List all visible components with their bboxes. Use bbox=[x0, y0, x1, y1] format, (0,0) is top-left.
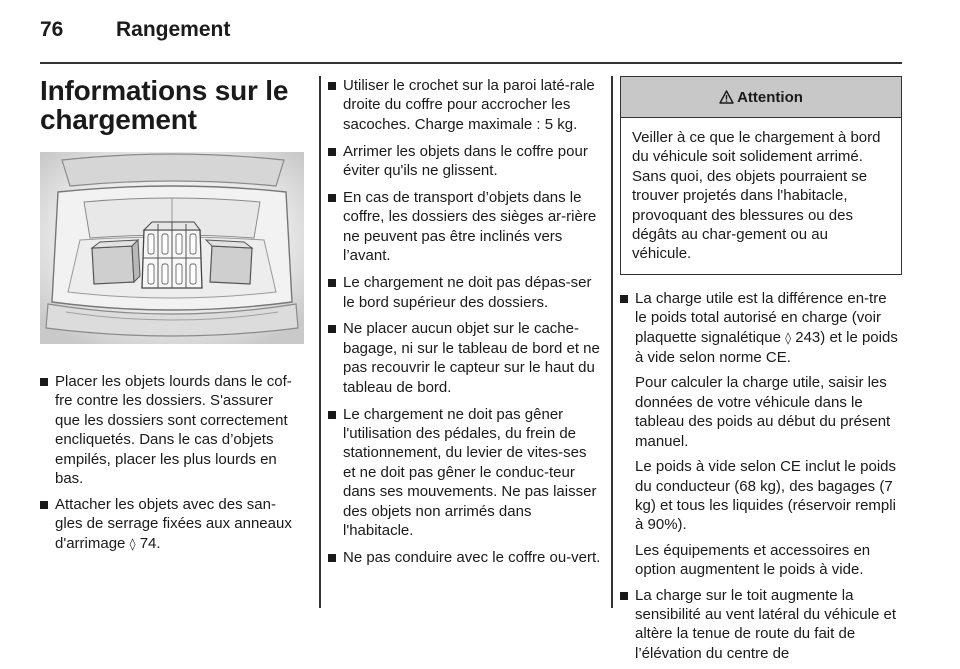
bullet-square-icon bbox=[328, 194, 336, 202]
list-item: Le chargement ne doit pas gêner l'utilisation des pédales, du frein de stationnement, du levier de vites-ses et ne doit pas gêner le conduc-teur dans ses mouvements. Ne pas laisser des objets non arrimés dans l'habitacle. bbox=[328, 405, 602, 541]
page-number: 76 bbox=[40, 18, 64, 41]
list-item: Utiliser le crochet sur la paroi laté-rale droite du coffre pour accrocher les sacoches. Charge maximale : 5 kg. bbox=[328, 76, 602, 134]
warning-header bbox=[621, 77, 901, 118]
bullet-square-icon bbox=[620, 295, 628, 303]
list-item: La charge sur le toit augmente la sensibilité au vent latéral du véhicule et altère la tenue de route du fait de l’élévation du centre de bbox=[620, 586, 902, 664]
list-item: Ne placer aucun objet sur le cache-bagage, ni sur le tableau de bord et ne pas recouvrir le capteur sur le haut du tableau de bord. bbox=[328, 319, 602, 397]
column-2 bbox=[328, 76, 602, 575]
page-reference[interactable]: 74. bbox=[139, 534, 161, 552]
loading-rules-list-2 bbox=[328, 76, 602, 567]
bullet-square-icon bbox=[40, 501, 48, 509]
header-rule bbox=[40, 62, 902, 64]
list-item: Placer les objets lourds dans le cof-fre contre les dossiers. S'assurer que les dossiers sont correctement encliquetés. Dans le cas d’objets empilés, placer les plus lourds en bas. bbox=[40, 372, 302, 488]
list-item: Attacher les objets avec des san-gles de serrage fixées aux anneaux d'arrimage ◊ 74. bbox=[40, 495, 302, 554]
page-reference[interactable]: 243) bbox=[795, 328, 826, 346]
car-trunk-loading-illustration bbox=[40, 152, 304, 344]
page-reference-icon: ◊ bbox=[785, 330, 792, 345]
warning-title: Attention bbox=[737, 88, 803, 106]
bullet-square-icon bbox=[620, 592, 628, 600]
section-title: Informations sur le chargement bbox=[40, 75, 289, 135]
payload-definition: La charge utile est la différence en-tre le poids total autorisé en charge (voir plaquette signalétique ◊ 243) et le poids à vide selon norme CE. bbox=[635, 289, 898, 367]
bullet-square-icon bbox=[328, 325, 336, 333]
chapter-title: Rangement bbox=[116, 18, 231, 41]
bullet-square-icon bbox=[40, 378, 48, 386]
column-divider-1 bbox=[319, 76, 321, 608]
column-1 bbox=[40, 76, 302, 561]
list-item: En cas de transport d’objets dans le coffre, les dossiers des sièges ar-rière ne peuvent pas être inclinés vers l’avant. bbox=[328, 188, 602, 266]
payload-calculation: Pour calculer la charge utile, saisir les données de votre véhicule dans le tableau des poids au début du présent manuel. bbox=[635, 374, 891, 450]
list-item bbox=[620, 289, 902, 580]
warning-text: Veiller à ce que le chargement à bord du véhicule soit solidement arrimé. Sans quoi, des objets pourraient se trouver projetés dans l'habitacle, provoquant des blessures ou des dégâts au char-gement ou au véhicule. bbox=[632, 129, 881, 263]
bullet-square-icon bbox=[328, 411, 336, 419]
column-divider-2 bbox=[611, 76, 613, 608]
list-item: Ne pas conduire avec le coffre ou-vert. bbox=[328, 548, 602, 567]
bullet-square-icon bbox=[328, 82, 336, 90]
page-header bbox=[40, 18, 900, 50]
list-item: Le chargement ne doit pas dépas-ser le bord supérieur des dossiers. bbox=[328, 273, 602, 312]
empty-weight-note: Le poids à vide selon CE inclut le poids du conducteur (68 kg), des bagages (7 kg) et tous les liquides (réservoir rempli à 90%). bbox=[635, 458, 896, 534]
loading-rules-list-1 bbox=[40, 372, 302, 554]
warning-triangle-icon bbox=[719, 90, 734, 104]
load-info-list bbox=[620, 289, 902, 663]
warning-box bbox=[620, 76, 902, 275]
list-item: Arrimer les objets dans le coffre pour éviter qu'ils ne glissent. bbox=[328, 142, 602, 181]
bullet-square-icon bbox=[328, 148, 336, 156]
bullet-square-icon bbox=[328, 279, 336, 287]
options-weight-note: Les équipements et accessoires en option augmentent le poids à vide. bbox=[635, 541, 871, 579]
column-3 bbox=[620, 76, 902, 669]
bullet-square-icon bbox=[328, 554, 336, 562]
page-reference-icon: ◊ bbox=[129, 536, 136, 551]
